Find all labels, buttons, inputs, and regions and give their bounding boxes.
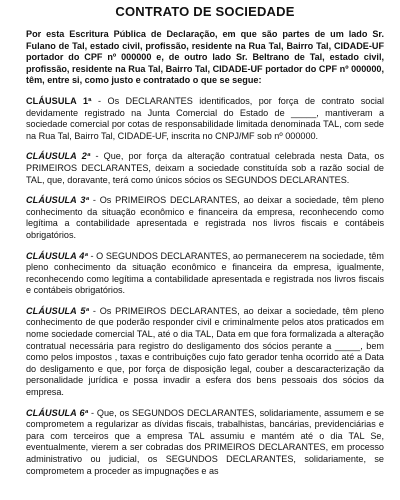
clause-2-paragraph <box>26 151 384 186</box>
clause-6-text: - Que, os SEGUNDOS DECLARANTES, solidariamente, assumem e se comprometem a regularizar as dívidas fiscais, trabalhistas, bancárias, previdenciárias e para com terceiros que a empresa TAL assumiu e mantém até o dia TAL Se, eventualmente, vierem a ser cobradas dos PRIMEIROS DECLARANTES, em processo administrativo ou judicial, os SEGUNDOS DECLARANTES, solidariamente, se comprometem a proceder as impugnações e as <box>26 407 384 476</box>
clause-6-paragraph <box>26 408 384 478</box>
clause-4-paragraph <box>26 251 384 297</box>
clause-1-label: CLÁUSULA 1ª <box>26 95 92 106</box>
intro-text: Por esta Escritura Pública de Declaração, em que são partes de um lado Sr. Fulano de Tal, estado civil, profissão, residente na Rua Tal, Bairro Tal, CIDADE-UF portador do CPF nº 000000 e, de outro lado Sr. Beltrano de Tal, estado civil, profissão, residente na Rua Tal, Bairro Tal, CIDADE-UF portador do CPF nº 000000, têm, entre si, como justo e contratado o que se segue: <box>26 29 384 86</box>
clause-2-text: - Que, por força da alteração contratual celebrada nesta Data, os PRIMEIROS DECLARANTES, deixam a sociedade constituída sob a razão social de TAL, que, doravante, terá como únicos sócios os SEGUNDOS DECLARANTES. <box>26 151 384 185</box>
clause-1-text: - Os DECLARANTES identificados, por força de contrato social devidamente registrado na Junta Comercial do Estado de _____, mantiveram a sociedade comercial por cotas de responsabilidade limitada denominada TAL, com sede na Rua Tal, Bairro Tal, CIDADE-UF, inscrita no CNPJ/MF sob nº 000000. <box>26 95 384 141</box>
clause-3-label: CLÁUSULA 3ª <box>26 195 90 206</box>
clause-6-label: CLÁUSULA 6ª <box>26 407 89 418</box>
clause-5-paragraph <box>26 306 384 399</box>
clause-4-text: - O SEGUNDOS DECLARANTES, ao permanecerem na sociedade, têm pleno conhecimento da situação econômico e financeira da empresa, igualmente, reconhecendo como legítima a contabilidade apresentada e registrada nos livros fiscais e contábeis obrigatórios. <box>26 250 384 296</box>
clause-5-label: CLÁUSULA 5ª <box>26 305 90 316</box>
clause-2-label: CLÁUSULA 2ª <box>26 151 91 162</box>
clause-3-text: - Os PRIMEIROS DECLARANTES, ao deixar a sociedade, têm pleno conhecimento da situação econômico e financeira da empresa, reconhecendo como legítima a contabilidade apresentada e registrada nos livros fiscais e contábeis obrigatórios. <box>26 195 384 240</box>
clause-1-paragraph <box>26 96 384 142</box>
clause-3-paragraph <box>26 195 384 241</box>
document-title: CONTRATO DE SOCIEDADE <box>115 4 295 19</box>
clause-5-text: - Os PRIMEIROS DECLARANTES, ao deixar a sociedade, têm pleno conhecimento de que poderão responder civil e criminalmente pelos atos praticados em nome sociedade comercial TAL, até o dia TAL, Data em que fora formalizada a alteração contratual necessária para registro do desligamento dos sócios perante a _____, bem como pelos impostos , taxas e contribuições cujo fato gerador tenha ocorrido até a Data do desligamento e que, por força de disposição legal, couber a descaracterização da personalidade jurídica e possa invadir a esfera dos bens pessoais dos sócios da empresa. <box>26 305 384 398</box>
intro-paragraph <box>26 29 384 87</box>
clause-4-label: CLÁUSULA 4ª <box>26 250 88 261</box>
